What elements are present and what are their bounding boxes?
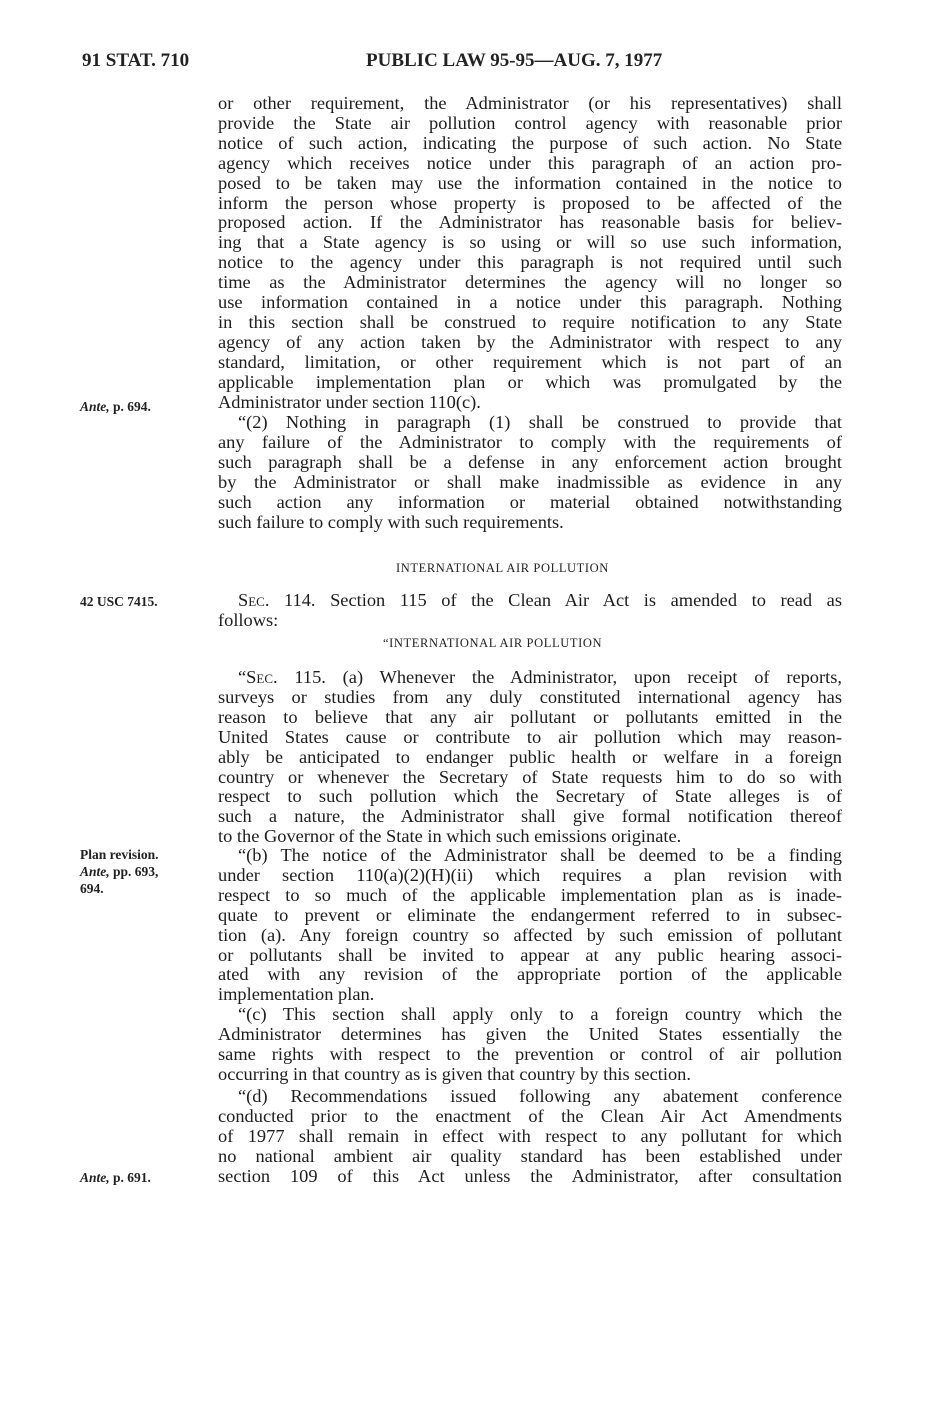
text-line: such a nature, the Administrator shall give formal notification thereof [218, 806, 842, 827]
text-line: implementation plan. [218, 984, 375, 1005]
text-line: such failure to comply with such requirements. [218, 511, 564, 532]
margin-note-usc: 42 USC 7415. [80, 594, 158, 609]
text-line: of 1977 shall remain in effect with respect to any pollutant for which [218, 1125, 842, 1146]
text-line: ably be anticipated to endanger public health or welfare in a foreign [218, 746, 842, 767]
text-line: such action any information or material obtained notwithstanding [218, 491, 842, 512]
text-line: to the Governor of the State in which such emissions originate. [218, 826, 682, 847]
text-line: by the Administrator or shall make inadmissible as evidence in any [218, 471, 842, 492]
text-line: Administrator determines has given the United States essentially the [218, 1023, 842, 1044]
sec-label: Sec. [238, 590, 270, 610]
text-line: “(2) Nothing in paragraph (1) shall be construed to provide that [238, 412, 842, 432]
law-title-header: PUBLIC LAW 95-95—AUG. 7, 1977 [366, 50, 663, 71]
text-line: same rights with respect to the prevention or control of air pollution [218, 1043, 842, 1064]
text-line: country or whenever the Secretary of State requests him to do so with [218, 766, 842, 787]
text-line: Administrator under section 110(c). [218, 391, 481, 412]
text-line: conducted prior to the enactment of the Clean Air Act Amendments [218, 1105, 842, 1126]
section-115-d [218, 1087, 842, 1187]
text-line: “(c) This section shall apply only to a foreign country which the [238, 1004, 842, 1024]
text-line: “Sec. 115. (a) Whenever the Administrator, upon receipt of reports, [238, 667, 842, 687]
text-line: respect to such pollution which the Secretary of State alleges is of [218, 786, 842, 807]
text-line: in this section shall be construed to require notification to any State [218, 311, 842, 332]
text-line: respect to so much of the applicable implementation plan as is inade- [218, 884, 842, 905]
stat-page-number: 91 STAT. 710 [82, 50, 190, 71]
ante-label: Ante, [80, 399, 110, 414]
ante-694-ref: 694. [80, 881, 104, 896]
page-ref: p. 694. [109, 399, 151, 414]
text-line: notice of such action, indicating the purpose of such action. No State [218, 132, 842, 153]
text-line: or other requirement, the Administrator (or his representatives) shall [218, 93, 842, 113]
text-line: standard, limitation, or other requirement which is not part of an [218, 351, 842, 372]
section-114 [218, 591, 842, 631]
margin-note-ante-691 [80, 1169, 151, 1186]
quoted-heading-international-air-pollution: “INTERNATIONAL AIR POLLUTION [383, 636, 603, 650]
text-line: tion (a). Any foreign country so affected by such emission of pollutant [218, 924, 842, 945]
text-line: use information contained in a notice under this paragraph. Nothing [218, 292, 842, 313]
text-line: agency of any action taken by the Administrator with respect to any [218, 331, 842, 352]
sec-label: Sec. [246, 667, 278, 687]
margin-note-ante-694 [80, 398, 151, 415]
text-line: notice to the agency under this paragraph is not required until such [218, 252, 842, 273]
text-line: applicable implementation plan or which was promulgated by the [218, 371, 842, 392]
text-line: “(b) The notice of the Administrator shall be deemed to be a finding [238, 845, 842, 865]
section-115-b [218, 846, 842, 1005]
text-line: such paragraph shall be a defense in any enforcement action brought [218, 451, 842, 472]
page-ref: p. 691. [109, 1170, 151, 1185]
text-line: surveys or studies from any duly constituted international agency has [218, 686, 842, 707]
text-line: section 109 of this Act unless the Administrator, after consultation [218, 1165, 842, 1186]
text-line: ated with any revision of the appropriate portion of the applicable [218, 964, 842, 985]
text-line: no national ambient air quality standard has been established under [218, 1145, 842, 1166]
ante-label: Ante, [80, 1170, 110, 1185]
text-line: occurring in that country as is given that country by this section. [218, 1063, 691, 1084]
text-line: proposed action. If the Administrator has reasonable basis for believ- [218, 212, 842, 233]
text-line: agency which receives notice under this paragraph of an action pro- [218, 152, 842, 173]
paragraph-2 [218, 413, 842, 532]
text-line: provide the State air pollution control agency with reasonable prior [218, 112, 842, 133]
text-line: ing that a State agency is so using or will so use such information, [218, 232, 842, 253]
text-line: or pollutants shall be invited to appear at any public hearing associ- [218, 944, 842, 965]
text-line: posed to be taken may use the information contained in the notice to [218, 172, 842, 193]
margin-note-plan-revision [80, 846, 159, 897]
text-line: United States cause or contribute to air pollution which may reason- [218, 726, 842, 747]
text-line: quate to prevent or eliminate the endangerment referred to in subsec- [218, 904, 842, 925]
text-line: reason to believe that any air pollutant or pollutants emitted in the [218, 706, 842, 727]
text-line: inform the person whose property is proposed to be affected of the [218, 192, 842, 213]
paragraph-1 [218, 94, 842, 413]
section-115-a [218, 668, 842, 847]
text-line: follows: [218, 609, 279, 630]
section-115-c [218, 1005, 842, 1085]
ante-693-ref: Ante, pp. 693, [80, 864, 159, 879]
text-line: any failure of the Administrator to comply with the requirements of [218, 431, 842, 452]
text-line: “(d) Recommendations issued following any abatement conference [238, 1086, 842, 1106]
text-line: time as the Administrator determines the agency will no longer so [218, 272, 842, 293]
text-line: under section 110(a)(2)(H)(ii) which requires a plan revision with [218, 864, 842, 885]
plan-revision-label: Plan revision. [80, 847, 159, 862]
text-line: Sec. 114. Section 115 of the Clean Air Act is amended to read as [238, 590, 842, 610]
section-heading-international-air-pollution: INTERNATIONAL AIR POLLUTION [396, 561, 609, 575]
